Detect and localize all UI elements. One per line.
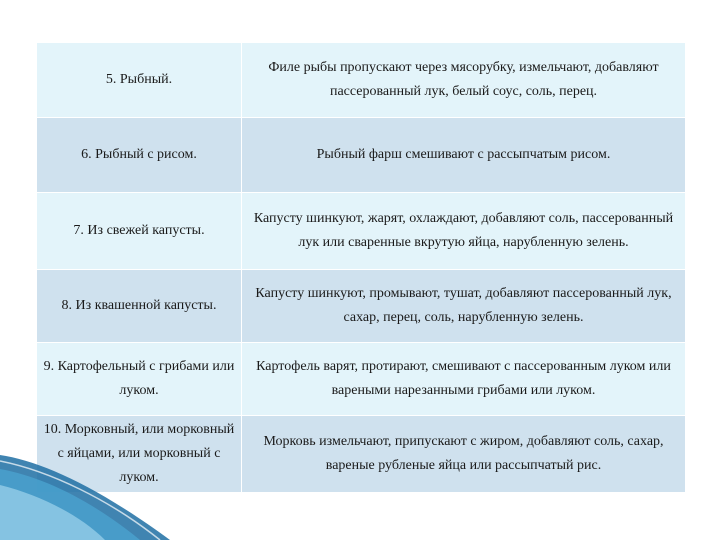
filling-name-cell: 8. Из квашенной капусты. [37, 270, 242, 343]
filling-recipe-cell: Картофель варят, протирают, смешивают с пассерованным луком или вареными нарезанными грибами или луком. [242, 343, 686, 416]
filling-recipe-cell: Капусту шинкуют, жарят, охлаждают, добавляют соль, пассерованный лук или сваренные вкрутую яйца, нарубленную зелень. [242, 193, 686, 270]
filling-name-cell: 7. Из свежей капусты. [37, 193, 242, 270]
table-row [37, 193, 685, 270]
filling-recipe-cell: Капусту шинкуют, промывают, тушат, добавляют пассерованный лук, сахар, перец, соль, нарубленную зелень. [242, 270, 686, 343]
filling-recipe-cell: Рыбный фарш смешивают с рассыпчатым рисом. [242, 118, 686, 193]
filling-table [37, 43, 685, 493]
table-row [37, 43, 685, 118]
filling-name-cell: 9. Картофельный с грибами или луком. [37, 343, 242, 416]
table-row [37, 118, 685, 193]
filling-recipe-cell: Филе рыбы пропускают через мясорубку, измельчают, добавляют пассерованный лук, белый соус, соль, перец. [242, 43, 686, 118]
table-row [37, 270, 685, 343]
filling-recipe-cell: Морковь измельчают, припускают с жиром, добавляют соль, сахар, вареные рубленые яйца или рассыпчатый рис. [242, 416, 686, 493]
filling-name-cell: 6. Рыбный с рисом. [37, 118, 242, 193]
filling-name-cell: 10. Морковный, или морковный с яйцами, или морковный с луком. [37, 416, 242, 493]
table-row [37, 343, 685, 416]
filling-name-cell: 5. Рыбный. [37, 43, 242, 118]
corner-wave-decoration [0, 455, 170, 540]
